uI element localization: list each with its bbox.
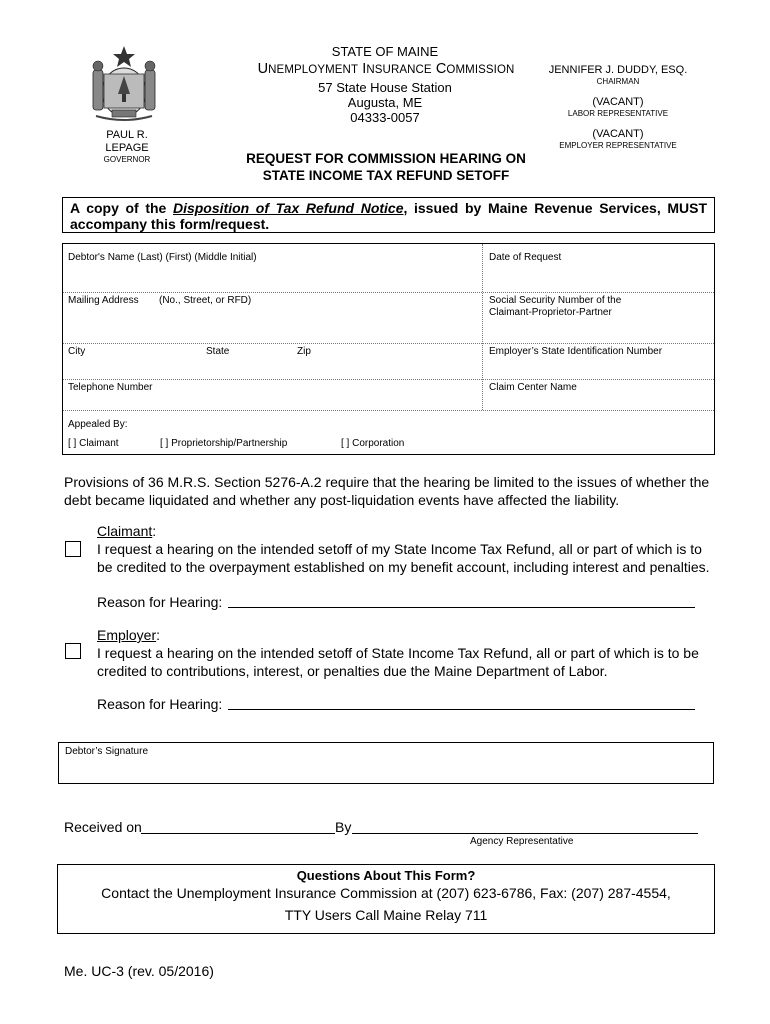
ssn-field[interactable]: Social Security Number of the Claimant-Proprietor-Partner <box>489 295 622 318</box>
claimant-option: Claimant: I request a hearing on the intended setoff of my State Income Tax Refund, all or part of which is to be credited to the overpayment established on my benefit account, including interest and penalties. <box>97 522 719 576</box>
claimant-heading: Claimant <box>97 523 153 539</box>
debtor-signature-field[interactable]: Debtor’s Signature <box>58 742 714 784</box>
form-title <box>218 150 554 184</box>
form-id: Me. UC-3 (rev. 05/2016) <box>64 963 214 979</box>
address-line-2: Augusta, ME <box>347 95 423 110</box>
zip-field[interactable]: Zip <box>297 346 311 357</box>
chairman-title: CHAIRMAN <box>596 77 640 86</box>
received-on-label: Received on <box>64 819 142 835</box>
by-label: By <box>335 819 352 835</box>
employer-checkbox[interactable] <box>65 643 81 659</box>
maine-state-seal-icon <box>88 44 160 122</box>
employer-rep-title: EMPLOYER REPRESENTATIVE <box>559 141 677 150</box>
governor-name: PAUL R. LEPAGE <box>105 129 149 154</box>
state-heading: STATE OF MAINE <box>331 44 439 59</box>
questions-box <box>57 864 715 934</box>
commission-name: UNEMPLOYMENT INSURANCE COMMISSION <box>257 61 515 77</box>
agency-rep-label: Agency Representative <box>470 836 574 847</box>
questions-title: Questions About This Form? <box>296 868 476 883</box>
appealed-by-label: Appealed By: <box>68 419 128 430</box>
agency-rep-input[interactable] <box>352 833 698 834</box>
provisions-text: Provisions of 36 M.R.S. Section 5276-A.2 require that the hearing be limited to the issues of whether the debt became liquidated and whether any post-liquidation events have affected the liability. <box>64 474 710 508</box>
employer-heading: Employer <box>97 627 157 643</box>
claimant-reason-input[interactable] <box>228 607 695 608</box>
employer-rep-name: (VACANT) <box>592 128 644 140</box>
debtor-info-grid <box>62 243 715 455</box>
employer-request-text: I request a hearing on the intended setoff of State Income Tax Refund, all or part of which is to be credited to contributions, interest, or penalties due the Maine Department of Labor. <box>97 645 699 679</box>
appeal-claimant-option[interactable]: [ ] Claimant <box>68 438 119 449</box>
form-title-line-2: STATE INCOME TAX REFUND SETOFF <box>262 168 510 183</box>
telephone-field[interactable]: Telephone Number <box>68 382 153 393</box>
mailing-address-hint: (No., Street, or RFD) <box>159 295 252 306</box>
chairman-name: JENNIFER J. DUDDY, ESQ. <box>548 64 688 76</box>
address-line-1: 57 State House Station <box>318 80 452 95</box>
claimant-reason-label: Reason for Hearing: <box>97 594 223 610</box>
governor-title: GOVERNOR <box>103 155 151 164</box>
city-field[interactable]: City <box>68 346 86 357</box>
form-title-line-1: REQUEST FOR COMMISSION HEARING ON <box>246 151 526 166</box>
chairman-block <box>548 64 688 87</box>
governor-block <box>84 129 170 165</box>
claimant-checkbox[interactable] <box>65 541 81 557</box>
employer-rep-block <box>548 128 688 151</box>
appeal-proprietorship-option[interactable]: [ ] Proprietorship/Partnership <box>160 438 288 449</box>
employer-option: Employer: I request a hearing on the intended setoff of State Income Tax Refund, all or part of which is to be credited to contributions, interest, or penalties due the Maine Department of Labor. <box>97 626 719 680</box>
labor-rep-block <box>548 96 688 119</box>
date-of-request-field[interactable]: Date of Request <box>489 252 562 263</box>
employer-reason-input[interactable] <box>228 709 695 710</box>
notice-emphasis: Disposition of Tax Refund Notice <box>172 200 404 216</box>
labor-rep-name: (VACANT) <box>592 96 644 108</box>
labor-rep-title: LABOR REPRESENTATIVE <box>567 109 669 118</box>
employer-reason-label: Reason for Hearing: <box>97 696 223 712</box>
claimant-request-text: I request a hearing on the intended setoff of my State Income Tax Refund, all or part of which is to be credited to the overpayment established on my benefit account, including interest and penalties. <box>97 541 710 575</box>
mailing-address-field[interactable]: Mailing Address <box>68 295 139 306</box>
questions-contact: Contact the Unemployment Insurance Commission at (207) 623-6786, Fax: (207) 287-4554, <box>101 885 671 901</box>
received-on-input[interactable] <box>141 833 335 834</box>
state-field[interactable]: State <box>206 346 230 357</box>
appeal-corporation-option[interactable]: [ ] Corporation <box>341 438 405 449</box>
commission-address <box>290 80 480 125</box>
employer-id-field[interactable]: Employer’s State Identification Number <box>489 346 663 357</box>
debtor-name-field[interactable]: Debtor's Name (Last) (First) (Middle Initial) <box>68 252 257 263</box>
address-line-3: 04333-0057 <box>350 110 420 125</box>
notice-box: A copy of the Disposition of Tax Refund Notice, issued by Maine Revenue Services, MUST accompany this form/request. <box>62 197 715 233</box>
questions-tty: TTY Users Call Maine Relay 711 <box>284 907 488 923</box>
claim-center-field[interactable]: Claim Center Name <box>489 382 577 393</box>
